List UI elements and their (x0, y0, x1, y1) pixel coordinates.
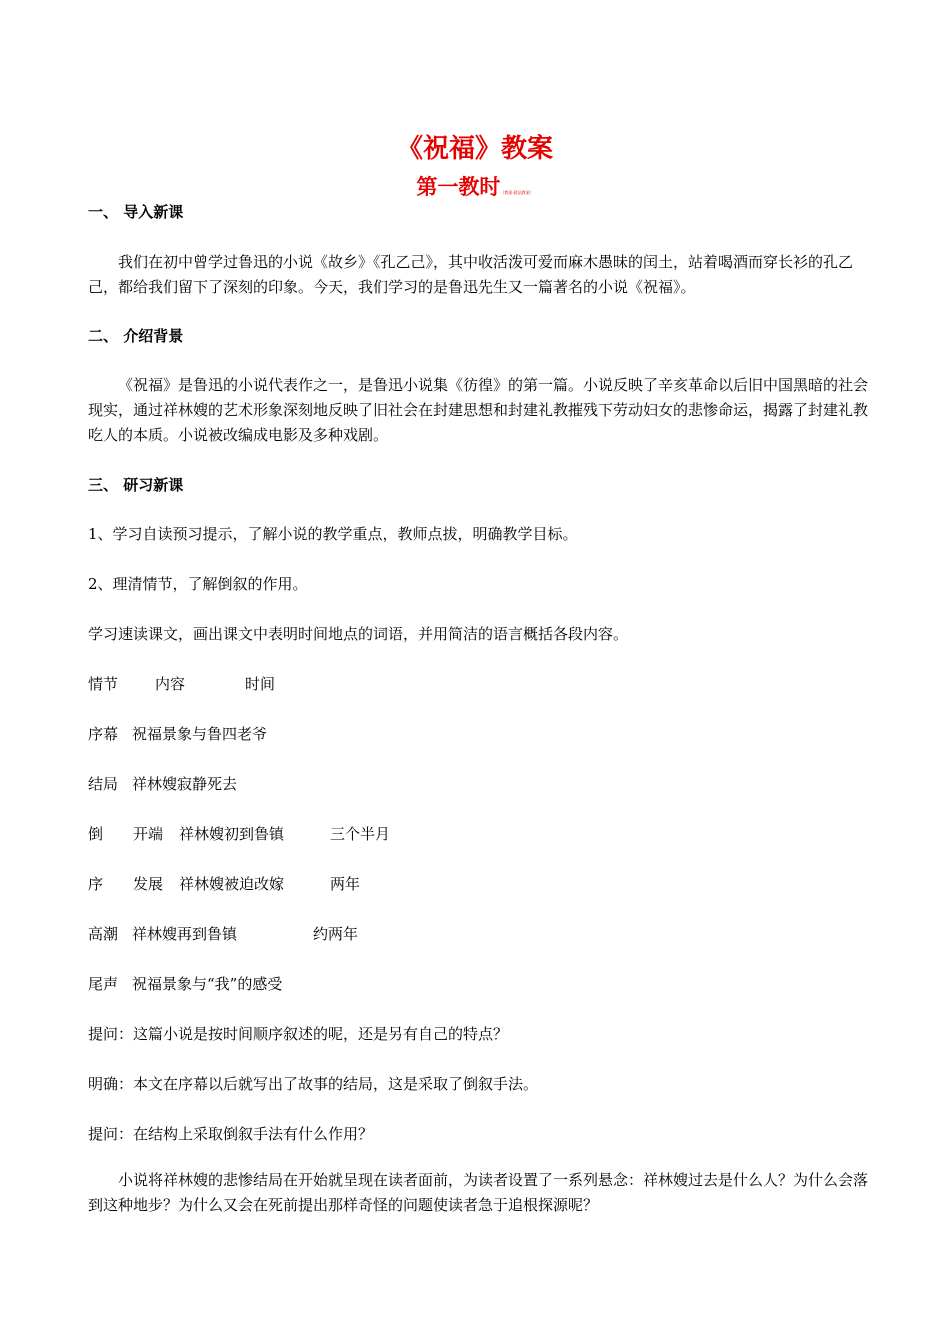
plot-table-header (88, 674, 868, 694)
answer-1: 明确：本文在序幕以后就写出了故事的结局，这是采取了倒叙手法。 (88, 1075, 539, 1093)
plot-row-development (88, 874, 868, 894)
content-cell: 祝福景象与鲁四老爷 (132, 725, 268, 743)
time-cell: 两年 (330, 875, 361, 893)
header-time: 时间 (245, 675, 276, 693)
study-step-1: 1、学习自读预习提示，了解小说的教学重点，教师点拔，明确教学目标。 (88, 525, 578, 543)
plot-row-climax (88, 924, 868, 944)
flashback-cell: 倒 (88, 825, 104, 843)
plot-cell: 发展 (133, 875, 164, 893)
section-heading-intro: 一、 导入新课 (88, 203, 184, 221)
doc-title: 《祝福》教案 (396, 134, 553, 164)
time-cell: 约两年 (313, 925, 359, 943)
study-step-2: 2、理清情节，了解倒叙的作用。 (88, 575, 308, 593)
content-cell: 祥林嫂寂静死去 (132, 775, 238, 793)
section-paragraph-background: 《祝福》是鲁迅的小说代表作之一，是鲁迅小说集《彷徨》的第一篇。小说反映了辛亥革命以后旧中国黑暗的社会现实，通过祥林嫂的艺术形象深刻地反映了旧社会在封建思想和封建礼教摧残下劳动妇女的悲惨命运，揭露了封建礼教吃人的本质。小说被改编成电影及多种戏剧。 (88, 376, 869, 444)
section-heading-background: 二、 介绍背景 (88, 327, 184, 345)
section-paragraph-intro: 我们在初中曾学过鲁迅的小说《故乡》《孔乙己》，其中收活泼可爱而麻木愚昧的闰土，站着喝酒而穿长衫的孔乙己，都给我们留下了深刻的印象。今天，我们学习的是鲁迅先生又一篇著名的小说《祝福》。 (88, 253, 854, 296)
subtitle-text: 第一教时 (416, 175, 501, 199)
content-cell: 祥林嫂再到鲁镇 (132, 925, 238, 943)
plot-row-beginning (88, 824, 868, 844)
content-cell: 祥林嫂被迫改嫁 (179, 875, 285, 893)
plot-row-prologue (88, 724, 868, 744)
content-cell: 祥林嫂初到鲁镇 (179, 825, 285, 843)
header-plot: 情节 (88, 675, 119, 693)
plot-cell: 序幕 (88, 725, 119, 743)
plot-row-epilogue (88, 974, 868, 994)
time-cell: 三个半月 (330, 825, 391, 843)
closing-paragraph: 小说将祥林嫂的悲惨结局在开始就呈现在读者面前，为读者设置了一系列悬念：祥林嫂过去是什么人？为什么会落到这种地步？为什么又会在死前提出那样奇怪的问题使读者急于追根探源呢？ (88, 1171, 869, 1214)
plot-cell: 开端 (133, 825, 164, 843)
section-heading-study: 三、 研习新课 (88, 476, 184, 494)
plot-row-ending (88, 774, 868, 794)
question-2: 提问：在结构上采取倒叙手法有什么作用？ (88, 1125, 374, 1143)
plot-cell: 尾声 (88, 975, 119, 993)
plot-cell: 结局 (88, 775, 119, 793)
header-content: 内容 (155, 675, 186, 693)
subtitle-note: （教案·精品教案） (500, 190, 534, 195)
plot-cell: 高潮 (88, 925, 119, 943)
content-cell: 祝福景象与“我”的感受 (132, 975, 283, 993)
question-1: 提问：这篇小说是按时间顺序叙述的呢，还是另有自己的特点？ (88, 1025, 509, 1043)
study-instruction: 学习速读课文，画出课文中表明时间地点的词语，并用简洁的语言概括各段内容。 (88, 625, 629, 643)
flashback-cell: 序 (88, 875, 104, 893)
